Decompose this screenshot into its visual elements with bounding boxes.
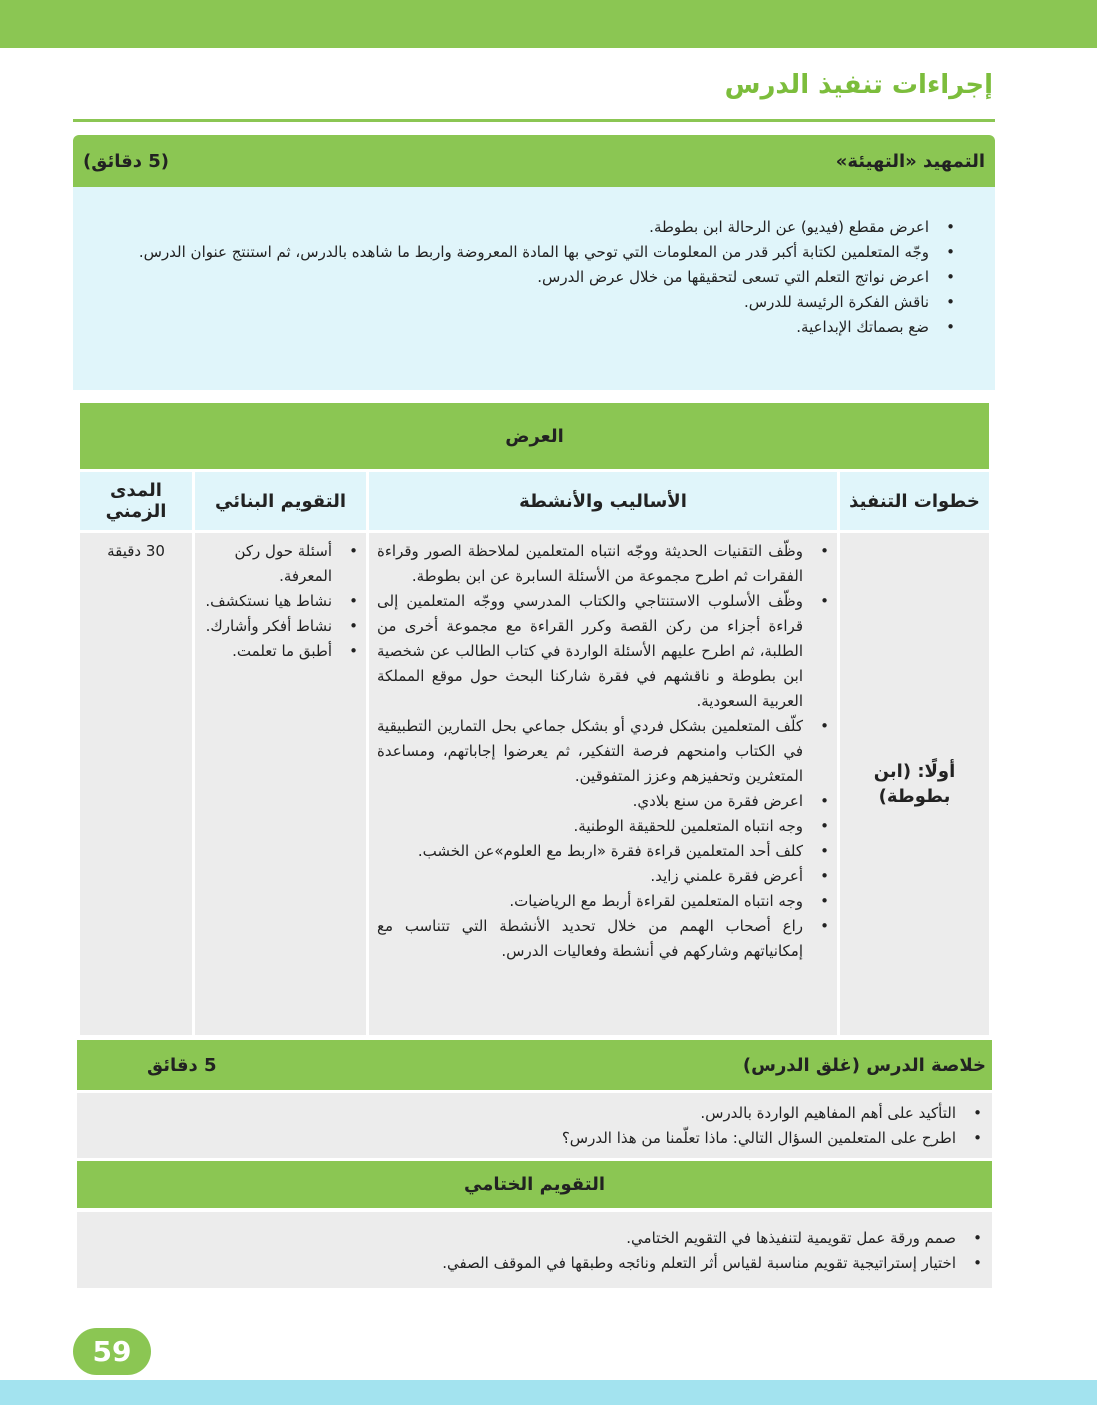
list-item: • أعرض فقرة علمني زايد. — [377, 864, 829, 889]
summary-header — [77, 1040, 992, 1090]
final-body — [77, 1212, 992, 1288]
list-item: • صمم ورقة عمل تقويمية لتنفيذها في التقويم الختامي. — [77, 1226, 982, 1251]
list-item: • ضع بصماتك الإبداعية. — [113, 315, 955, 340]
list-item: • اختيار إستراتيجية تقويم مناسبة لقياس أثر التعلم ونائجه وطبقها في الموقف الصفي. — [77, 1251, 982, 1276]
presentation-heading: العرض — [80, 403, 989, 469]
list-item: • وجّه المتعلمين لكتابة أكبر قدر من المعلومات التي توحي بها المادة المعروضة واربط ما شاهده بالدرس، ثم استنتج عنوان الدرس. — [113, 240, 955, 265]
intro-body — [73, 187, 995, 390]
intro-heading: التمهيد «التهيئة» — [835, 150, 985, 172]
list-item: • أطبق ما تعلمت. — [203, 639, 358, 664]
final-heading: التقويم الختامي — [463, 1174, 606, 1195]
list-item: • نشاط أفكر وأشارك. — [203, 614, 358, 639]
list-item: • اعرض فقرة من سنع بلادي. — [377, 789, 829, 814]
list-item: • ناقش الفكرة الرئيسة للدرس. — [113, 290, 955, 315]
list-item: • اعرض مقطع (فيديو) عن الرحالة ابن بطوطة. — [113, 215, 955, 240]
list-item: • اعرض نواتج التعلم التي تسعى لتحقيقها من خلال عرض الدرس. — [113, 265, 955, 290]
list-item: • كلف أحد المتعلمين قراءة فقرة «اربط مع العلوم»عن الخشب. — [377, 839, 829, 864]
page-number: 59 — [73, 1328, 151, 1375]
summary-heading: خلاصة الدرس (غلق الدرس) — [742, 1054, 986, 1076]
page-title: إجراءات تنفيذ الدرس — [724, 70, 993, 100]
list-item: • وجه انتباه المتعلمين للحقيقة الوطنية. — [377, 814, 829, 839]
list-item: • وظّف التقنيات الحديثة ووجّه انتباه المتعلمين لملاحظة الصور وقراءة الفقرات ثم اطرح مجموعة من الأسئلة السابرة عن ابن بطوطة. — [377, 539, 829, 589]
list-item: • وجه انتباه المتعلمين لقراءة أربط مع الرياضيات. — [377, 889, 829, 914]
list-item: • أسئلة حول ركن المعرفة. — [203, 539, 358, 589]
top-bar — [0, 0, 1097, 48]
title-divider — [73, 119, 995, 122]
summary-body — [77, 1093, 992, 1158]
list-item: • راع أصحاب الهمم من خلال تحديد الأنشطة التي تتناسب مع إمكانياتهم وشاركهم في أنشطة وفعاليات الدرس. — [377, 914, 829, 964]
intro-header — [73, 135, 995, 187]
step-cell: أولًا: (ابن بطوطة) — [840, 533, 989, 1035]
summary-duration: 5 دقائق — [147, 1054, 217, 1076]
list-item: • وظّف الأسلوب الاستنتاجي والكتاب المدرسي ووجّه المتعلمين إلى قراءة أجزاء من ركن القصة وكرر القراءة مع مجموعة أخرى من الطلبة، ثم اطرح عليهم الأسئلة الواردة في كتاب الطالب عن شخصية ابن بطوطة و ناقشهم في فقرة شاركنا البحث حول موقع المملكة العربية السعودية. — [377, 589, 829, 714]
intro-duration: (5 دقائق) — [83, 150, 170, 172]
presentation-table — [77, 400, 992, 1038]
column-header: خطوات التنفيذ — [840, 472, 989, 530]
list-item: • نشاط هيا نستكشف. — [203, 589, 358, 614]
assessment-cell — [195, 533, 366, 1035]
activities-cell — [369, 533, 837, 1035]
column-header: الأساليب والأنشطة — [369, 472, 837, 530]
list-item: • اطرح على المتعلمين السؤال التالي: ماذا تعلّمنا من هذا الدرس؟ — [77, 1126, 982, 1151]
column-header: التقويم البنائي — [195, 472, 366, 530]
list-item: • التأكيد على أهم المفاهيم الواردة بالدرس. — [77, 1101, 982, 1126]
list-item: • كلّف المتعلمين بشكل فردي أو بشكل جماعي بحل التمارين التطبيقية في الكتاب وامنحهم فرصة التفكير، ثم يعرضوا إجاباتهم، ومساعدة المتعثرين وتحفيزهم وعزز المتفوقين. — [377, 714, 829, 789]
final-header — [77, 1161, 992, 1208]
bottom-bar — [0, 1380, 1097, 1405]
time-cell: 30 دقيقة — [80, 533, 192, 1035]
column-header: المدى الزمني — [80, 472, 192, 530]
